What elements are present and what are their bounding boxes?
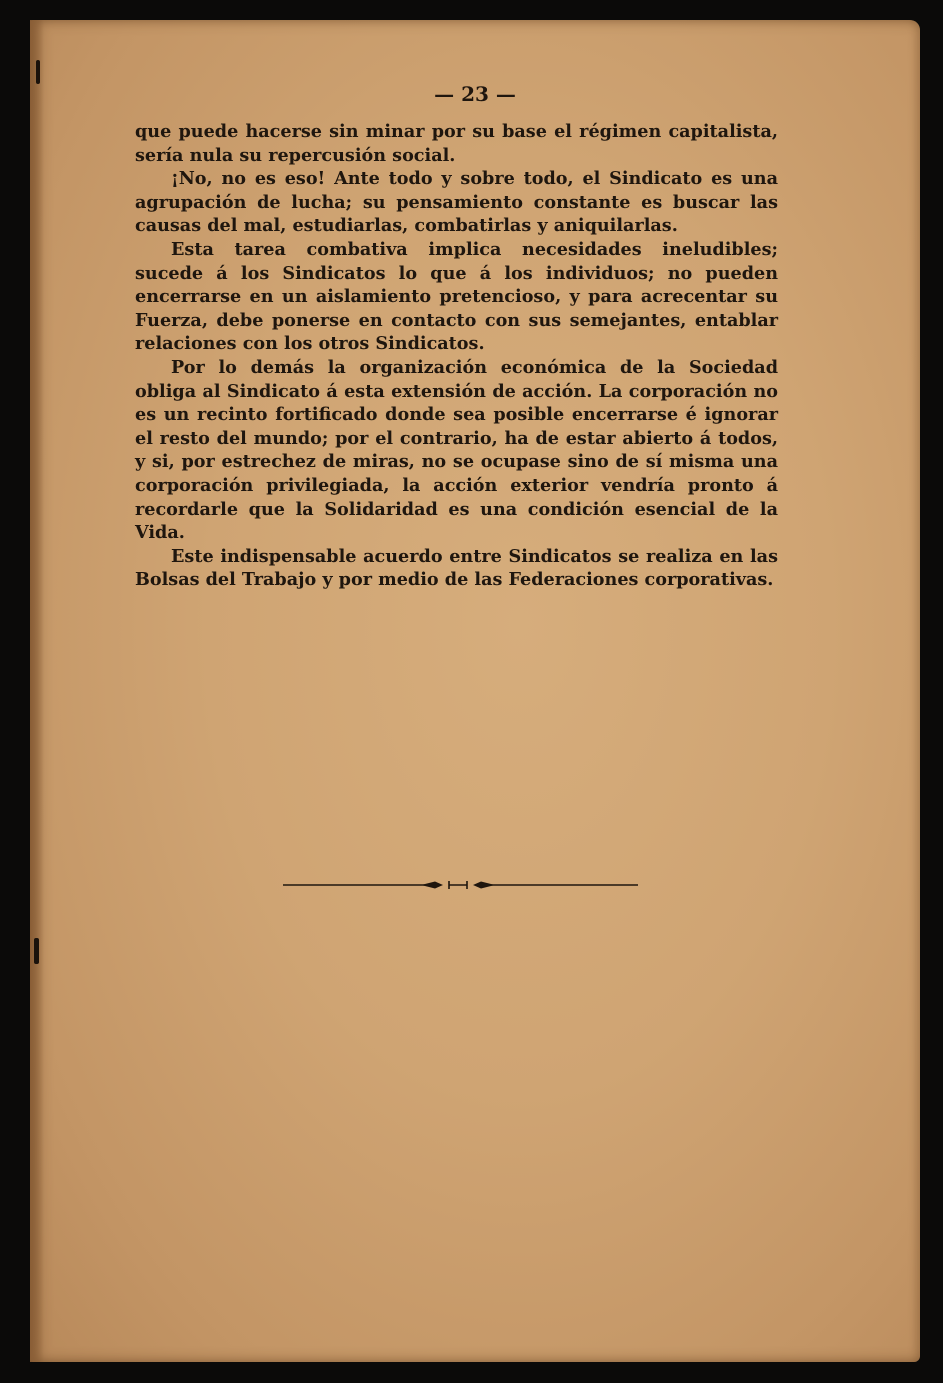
paragraph-5: Este indispensable acuerdo entre Sindicatos se realiza en las Bolsas del Trabajo y por medio de las Federaciones corporativas. (135, 545, 778, 591)
paragraph-4: Por lo demás la organización económica de la Sociedad obliga al Sindicato á esta extensión de acción. La corporación no es un recinto fortificado donde sea posible encerrarse é ignorar el resto del mundo; por el contrario, ha de estar abierto á todos, y si, por estrechez de miras, no se ocupase sino de sí misma una corporación privilegiada, la acción exterior vendría pronto á recordarle que la Solidaridad es una condición esencial de la Vida. (135, 356, 778, 544)
paragraph-3: Esta tarea combativa implica necesidades ineludibles; sucede á los Sindicatos lo que á los individuos; no pueden encerrarse en un aislamiento pretencioso, y para acrecentar su Fuerza, debe ponerse en contacto con sus semejantes, entablar relaciones con los otros Sindicatos. (135, 238, 778, 355)
page-number: — 23 — (434, 82, 516, 106)
section-end-ornament (283, 875, 638, 895)
paragraph-1: que puede hacerse sin minar por su base el régimen capitalista, sería nula su repercusión social. (135, 121, 778, 166)
page-spine-shadow (30, 20, 44, 1362)
binding-mark-top (36, 60, 40, 84)
ornament-rule-graphic (283, 875, 638, 895)
body-text (135, 120, 778, 592)
binding-mark-bottom (34, 938, 39, 964)
book-page (30, 20, 920, 1362)
paragraph-2: ¡No, no es eso! Ante todo y sobre todo, el Sindicato es una agrupación de lucha; su pensamiento constante es buscar las causas del mal, estudiarlas, combatirlas y aniquilarlas. (135, 168, 778, 237)
